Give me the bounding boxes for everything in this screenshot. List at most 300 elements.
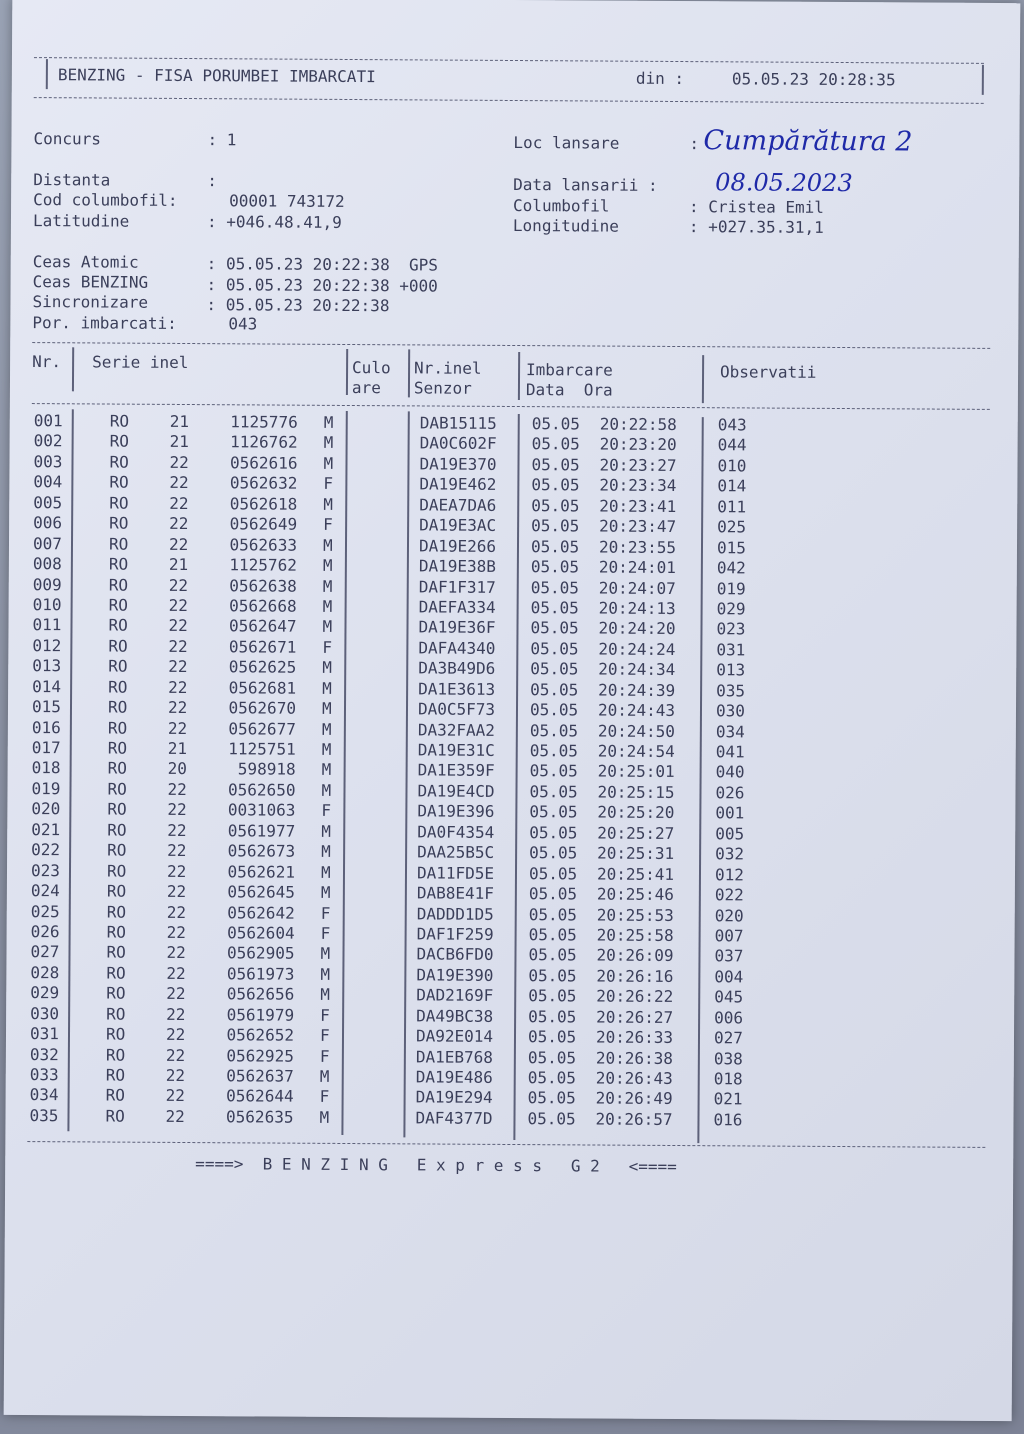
row-observation: 005 [715,823,745,844]
header-top-rule [34,57,984,64]
row-observation: 025 [717,517,747,537]
row-country: RO [106,881,127,901]
row-ring-number: 0562635 [226,1107,294,1127]
concurs-label: Concurs [33,129,101,149]
row-date: 05.05 [531,434,580,454]
row-sensor-id: DA19E390 [416,965,494,985]
row-ring-number: 0562647 [229,616,297,637]
row-number: 034 [29,1085,59,1105]
row-date: 05.05 [529,700,579,720]
row-time: 20:23:34 [599,475,677,496]
row-country: RO [107,799,127,819]
row-number: 008 [32,554,62,574]
row-year: 22 [169,452,189,472]
row-observation: 043 [717,415,747,435]
row-observation: 029 [716,599,746,619]
row-sex: M [321,760,332,780]
header-left-border [46,59,48,89]
row-observation: 026 [715,783,745,803]
row-date: 05.05 [529,720,579,740]
row-time: 20:24:24 [598,639,676,659]
row-country: RO [105,1024,126,1044]
row-sex: M [321,842,331,862]
row-time: 20:26:09 [596,945,674,966]
row-year: 22 [168,657,188,677]
col-header-observatii: Observatii [720,362,817,382]
loc-lansare-handwritten: Cumpărătura 2 [703,125,913,158]
row-number: 009 [32,574,62,594]
row-sex: M [321,719,332,739]
row-country: RO [105,1045,126,1065]
row-ring-number: 598918 [237,759,296,780]
row-number: 010 [32,595,62,615]
row-time: 20:23:55 [598,537,677,557]
row-observation: 041 [715,742,745,762]
table-body [23,409,1007,1130]
col-header-nr: Nr. [32,352,62,372]
row-sensor-id: DA19E486 [415,1067,493,1087]
row-date: 05.05 [528,965,577,986]
distanta-label: Distanta [33,170,111,190]
row-number: 015 [31,697,61,717]
row-ring-number: 0562616 [230,453,298,473]
row-observation: 010 [717,456,747,476]
columbofil-label: Columbofil [513,195,610,216]
data-lansarii-handwritten: 08.05.2023 [715,168,853,198]
row-year: 22 [167,718,188,738]
row-number: 029 [30,983,60,1003]
row-year: 22 [166,861,187,881]
row-date: 05.05 [528,986,577,1006]
row-year: 22 [169,473,189,493]
row-country: RO [106,942,126,963]
row-observation: 037 [714,946,744,966]
row-year: 22 [169,514,189,534]
ceas-benzing-value: : 05.05.23 20:22:38 +000 [206,275,438,296]
row-date: 05.05 [527,1068,576,1088]
row-time: 20:24:34 [598,659,676,680]
row-time: 20:24:54 [597,741,675,761]
latitudine-label: Latitudine [32,211,130,231]
row-time: 20:24:39 [598,680,676,700]
row-time: 20:23:20 [599,434,677,455]
row-sensor-id: DA1E3613 [418,679,496,699]
row-sensor-id: DAF1F317 [418,576,496,597]
row-ring-number: 0562644 [226,1086,294,1107]
row-sex: M [323,494,333,514]
row-number: 006 [33,513,63,533]
row-observation: 016 [713,1110,743,1130]
row-country: RO [108,677,128,697]
row-country: RO [107,697,128,717]
row-sex: M [320,964,331,984]
row-sex: M [320,985,330,1005]
row-ring-number: 0562625 [228,657,297,677]
row-observation: 001 [715,803,745,823]
row-country: RO [107,820,127,840]
row-year: 21 [169,411,190,432]
row-time: 20:23:41 [599,496,677,516]
row-observation: 045 [714,987,744,1007]
row-ring-number: 0562673 [227,841,296,861]
row-sex: M [320,862,331,882]
row-time: 20:24:50 [597,721,675,741]
row-sex: F [319,1025,330,1046]
row-sensor-id: DA19E31C [417,740,495,760]
row-ring-number: 0562681 [228,677,297,698]
cod-value: 00001 743172 [229,191,345,211]
row-ring-number: 0562621 [227,861,296,882]
loc-lansare-label: Loc lansare [513,132,620,153]
row-date: 05.05 [528,945,577,965]
row-ring-number: 0562670 [228,698,297,718]
row-sensor-id: DADDD1D5 [416,903,494,924]
row-date: 05.05 [530,638,579,659]
row-sex: F [323,515,333,535]
row-number: 012 [32,635,62,656]
row-year: 22 [165,1025,186,1045]
row-observation: 019 [716,578,746,598]
por-imbarcati-label: Por. imbarcati: [32,313,177,333]
row-year: 22 [169,493,189,513]
row-observation: 006 [714,1007,744,1028]
row-sex: F [323,474,334,494]
row-sex: M [322,576,333,596]
row-sex: M [320,944,331,964]
row-observation: 038 [713,1048,743,1068]
row-sensor-id: DAB15115 [419,413,497,433]
row-date: 05.05 [529,781,578,802]
row-ring-number: 0562668 [229,596,297,616]
row-time: 20:25:41 [596,864,675,884]
row-time: 20:25:01 [597,761,675,782]
row-sensor-id: DA19E294 [415,1087,493,1108]
row-country: RO [106,1004,126,1024]
row-number: 003 [33,451,63,472]
row-ring-number: 0562638 [229,575,297,596]
row-time: 20:25:46 [596,884,674,905]
row-sex: M [319,1107,330,1127]
row-date: 05.05 [529,843,578,863]
row-sensor-id: DA19E36F [418,617,496,638]
row-time: 20:26:57 [595,1109,673,1129]
row-sensor-id: DA1E359F [417,760,495,781]
row-time: 20:25:20 [597,802,675,823]
row-country: RO [106,861,127,881]
longitudine-label: Longitudine [512,215,619,236]
row-sensor-id: DAB8E41F [416,883,494,903]
row-observation: 018 [713,1069,743,1089]
concurs-value: : 1 [207,130,237,150]
table-header-rule [32,403,990,410]
col-divider-imbarcare-head [702,355,704,403]
row-sensor-id: DA0F4354 [417,822,495,842]
row-ring-number: 1126762 [230,432,298,453]
row-time: 20:22:58 [599,414,677,435]
row-year: 22 [167,779,187,799]
row-year: 22 [166,943,186,963]
row-sensor-id: DA11FD5E [416,863,495,883]
col-header-serie: Serie inel [92,352,189,373]
row-country: RO [107,840,127,860]
row-year: 22 [165,1106,185,1126]
row-number: 030 [30,1003,60,1023]
row-date: 05.05 [527,1108,576,1129]
row-year: 22 [166,902,187,922]
row-observation: 021 [713,1089,743,1109]
row-ring-number: 0561977 [227,821,296,841]
row-country: RO [108,595,128,615]
data-lansarii-label: Data lansarii : [513,174,658,195]
row-observation: 030 [715,701,745,721]
row-observation: 027 [713,1028,743,1048]
row-number: 035 [29,1105,59,1126]
row-sensor-id: DAEFA334 [418,597,496,617]
row-year: 21 [167,738,188,759]
row-ring-number: 1125762 [229,555,297,575]
row-ring-number: 0562925 [226,1045,294,1066]
row-date: 05.05 [531,414,580,434]
row-time: 20:26:27 [596,1007,674,1027]
row-ring-number: 0561979 [226,1004,295,1025]
row-year: 20 [167,759,187,779]
row-observation: 032 [715,844,745,864]
row-observation: 011 [717,497,747,517]
row-country: RO [108,636,128,656]
row-country: RO [107,718,128,738]
row-number: 019 [31,778,61,799]
printed-sheet [4,0,1021,1421]
row-time: 20:25:58 [596,925,674,945]
row-sex: F [320,903,331,923]
row-time: 20:23:47 [599,516,677,537]
row-observation: 014 [717,476,747,496]
row-sex: M [322,678,332,698]
row-number: 021 [31,819,61,839]
ceas-atomic-value: : 05.05.23 20:22:38 GPS [206,254,438,275]
row-ring-number: 0562652 [226,1025,295,1045]
row-year: 22 [168,595,188,615]
row-number: 017 [31,738,61,758]
row-year: 21 [168,554,189,575]
row-sensor-id: DA19E4CD [417,781,495,801]
col-divider-culoare-head [408,349,410,397]
row-sex: M [322,535,333,555]
row-sensor-id: DA19E370 [419,454,497,474]
row-time: 20:25:31 [597,843,675,864]
row-sensor-id: DA19E396 [417,801,495,822]
row-observation: 020 [714,905,744,925]
row-sex: F [319,1046,330,1066]
row-time: 20:24:43 [597,700,676,721]
row-date: 05.05 [528,925,577,945]
row-date: 05.05 [530,598,579,618]
row-year: 22 [167,698,188,718]
row-country: RO [108,575,129,595]
row-sex: F [322,637,333,657]
row-number: 016 [31,717,61,737]
row-date: 05.05 [530,659,579,679]
row-year: 22 [165,1086,185,1106]
row-sex: M [322,596,333,616]
row-ring-number: 0562642 [227,902,295,923]
row-ring-number: 0031063 [227,800,296,820]
row-sex: M [321,821,331,841]
row-date: 05.05 [529,761,578,781]
row-number: 033 [29,1065,59,1085]
row-country: RO [106,902,127,922]
longitudine-value: : +027.35.31,1 [688,217,824,237]
row-observation: 007 [714,926,744,946]
row-ring-number: 0562905 [227,943,295,964]
row-ring-number: 0562604 [227,923,295,943]
row-ring-number: 0561973 [226,964,295,984]
row-number: 018 [31,758,61,778]
row-date: 05.05 [528,904,577,924]
table-bottom-rule [27,1141,985,1148]
row-ring-number: 0562656 [226,984,295,1004]
row-sex: M [322,658,332,678]
row-sex: M [323,453,334,473]
row-sex: M [320,882,331,902]
row-year: 22 [166,963,186,983]
row-sex: M [323,433,334,453]
row-observation: 004 [714,967,744,987]
row-sensor-id: DACB6FD0 [416,944,494,965]
loc-lansare-colon: : [689,134,700,154]
row-country: RO [109,513,129,533]
row-date: 05.05 [531,495,580,516]
row-sensor-id: DA1EB768 [415,1046,493,1067]
row-date: 05.05 [529,822,578,843]
row-number: 020 [31,799,61,819]
row-number: 013 [32,656,62,676]
row-time: 20:26:16 [596,966,674,986]
row-time: 20:25:27 [597,823,675,843]
row-country: RO [107,758,127,779]
row-sensor-id: DA19E462 [419,474,497,495]
row-sensor-id: DA92E014 [415,1026,494,1047]
row-time: 20:26:38 [595,1048,673,1068]
col-header-culoare-2: are [351,378,381,398]
row-time: 20:24:20 [598,618,676,639]
row-country: RO [106,922,126,942]
col-header-culoare-1: Culo [352,358,391,378]
row-number: 001 [33,411,63,431]
row-observation: 013 [716,660,746,680]
row-sensor-id: DA19E38B [418,556,496,576]
row-sex: M [322,555,333,575]
row-ring-number: 0562618 [229,494,298,514]
row-date: 05.05 [530,557,580,577]
distanta-value: : [207,171,217,191]
row-country: RO [105,1085,125,1106]
row-year: 21 [169,432,189,452]
row-date: 05.05 [528,884,578,904]
row-year: 22 [165,1045,186,1065]
row-date: 05.05 [530,577,579,597]
ceas-benzing-label: Ceas BENZING [32,272,149,292]
col-header-imbarcare-2: Data Ora [525,380,613,400]
row-sex: F [321,801,332,821]
row-time: 20:26:22 [596,986,674,1007]
row-year: 22 [166,922,186,942]
row-number: 011 [32,615,62,635]
ceas-atomic-label: Ceas Atomic [32,252,139,272]
row-date: 05.05 [530,679,579,700]
row-number: 005 [33,492,63,512]
row-number: 031 [29,1024,59,1044]
row-sensor-id: DAF4377D [415,1108,493,1128]
row-date: 05.05 [528,863,578,884]
row-observation: 040 [715,762,745,782]
row-ring-number: 1125751 [228,739,296,759]
row-sensor-id: DA49BC38 [416,1006,494,1026]
row-number: 022 [31,840,61,860]
row-sex: F [320,1005,330,1025]
row-sensor-id: DAD2169F [416,985,494,1006]
row-observation: 044 [717,435,747,455]
row-year: 22 [168,616,188,636]
row-time: 20:24:07 [598,578,676,598]
row-observation: 022 [714,885,744,905]
row-country: RO [109,472,129,492]
row-observation: 015 [716,537,746,558]
row-time: 20:26:43 [595,1068,673,1088]
row-country: RO [108,554,129,574]
row-date: 05.05 [531,475,580,495]
row-number: 024 [30,881,60,901]
row-country: RO [106,983,126,1003]
row-sensor-id: DAFA4340 [418,638,496,658]
row-sex: M [321,780,332,800]
col-header-nrinel-2: Senzor [413,378,472,398]
row-time: 20:24:13 [598,598,676,618]
row-country: RO [108,615,128,636]
row-year: 22 [166,984,186,1004]
row-year: 22 [167,820,187,840]
row-country: RO [107,779,127,799]
row-sensor-id: DA19E3AC [419,515,497,536]
row-sensor-id: DAEA7DA6 [419,495,497,515]
row-year: 22 [168,534,189,554]
row-country: RO [106,963,126,983]
row-ring-number: 0562633 [229,534,298,555]
row-sex: F [319,1087,330,1107]
row-year: 22 [168,636,188,656]
row-country: RO [105,1106,125,1126]
row-ring-number: 0562645 [227,882,295,902]
row-number: 014 [32,676,62,696]
row-ring-number: 1125776 [230,412,298,432]
row-sex: M [319,1066,330,1086]
row-sensor-id: DA0C602F [419,433,497,454]
row-ring-number: 0562650 [228,780,296,800]
col-header-imbarcare-1: Imbarcare [526,360,613,380]
row-country: RO [109,431,129,452]
row-observation: 012 [714,864,744,885]
por-imbarcati-value: 043 [228,314,258,334]
col-header-nrinel-1: Nr.inel [414,358,482,378]
row-ring-number: 0562677 [228,718,296,739]
row-date: 05.05 [528,1006,577,1027]
row-date: 05.05 [531,516,580,536]
row-time: 20:23:27 [599,455,677,475]
row-sensor-id: DA3B49D6 [418,658,496,679]
row-number: 026 [30,922,60,942]
row-country: RO [108,656,128,676]
row-number: 004 [33,472,63,492]
